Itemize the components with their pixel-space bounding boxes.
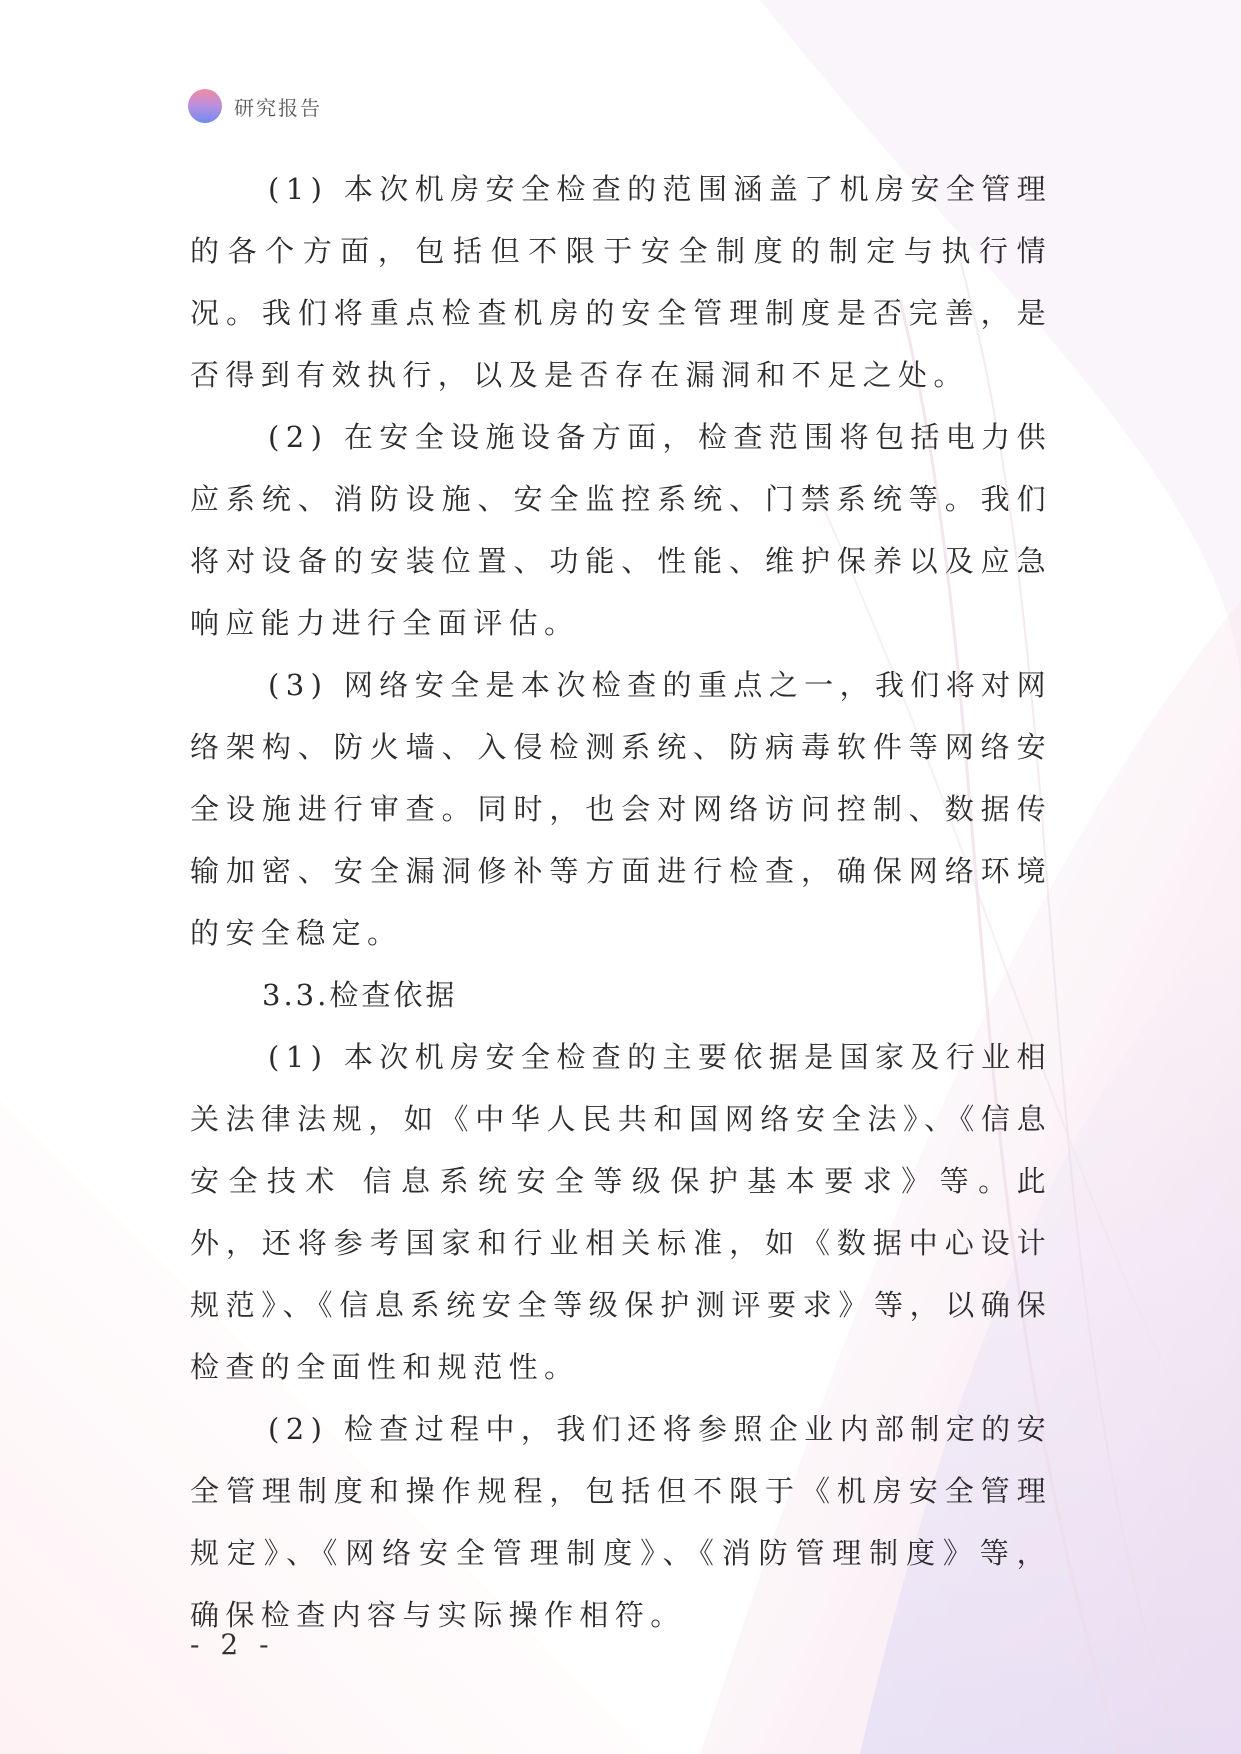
section-heading: 3.3.检查依据 — [262, 978, 458, 1012]
report-logo-icon — [188, 89, 222, 123]
paragraph-basis-2: (2) 检查过程中，我们还将参照企业内部制定的安全管理制度和操作规程，包括但不限于《机房安全管理规定》、《网络安全管理制度》、《消防管理制度》等，确保检查内容与实际操作相符。 — [190, 1412, 1052, 1632]
paragraph-basis-1: (1) 本次机房安全检查的主要依据是国家及行业相关法律法规，如《中华人民共和国网络安全法》、《信息安全技术 信息系统安全等级保护基本要求》等。此外，还将参考国家和行业相关标准，如《数据中心设计规范》、《信息系统安全等级保护测评要求》等，以确保检查的全面性和规范性。 — [190, 1040, 1052, 1384]
page-number: - 2 - — [190, 1628, 275, 1661]
document-body — [190, 158, 1052, 1646]
page-header — [188, 88, 322, 124]
paragraph-scope-3: (3) 网络安全是本次检查的重点之一，我们将对网络架构、防火墙、入侵检测系统、防病毒软件等网络安全设施进行审查。同时，也会对网络访问控制、数据传输加密、安全漏洞修补等方面进行检查，确保网络环境的安全稳定。 — [190, 668, 1052, 950]
paragraph-scope-2: (2) 在安全设施设备方面，检查范围将包括电力供应系统、消防设施、安全监控系统、门禁系统等。我们将对设备的安装位置、功能、性能、维护保养以及应急响应能力进行全面评估。 — [190, 420, 1052, 640]
header-title: 研究报告 — [234, 95, 322, 120]
paragraph-scope-1: (1) 本次机房安全检查的范围涵盖了机房安全管理的各个方面，包括但不限于安全制度的制定与执行情况。我们将重点检查机房的安全管理制度是否完善，是否得到有效执行，以及是否存在漏洞和不足之处。 — [190, 172, 1052, 392]
